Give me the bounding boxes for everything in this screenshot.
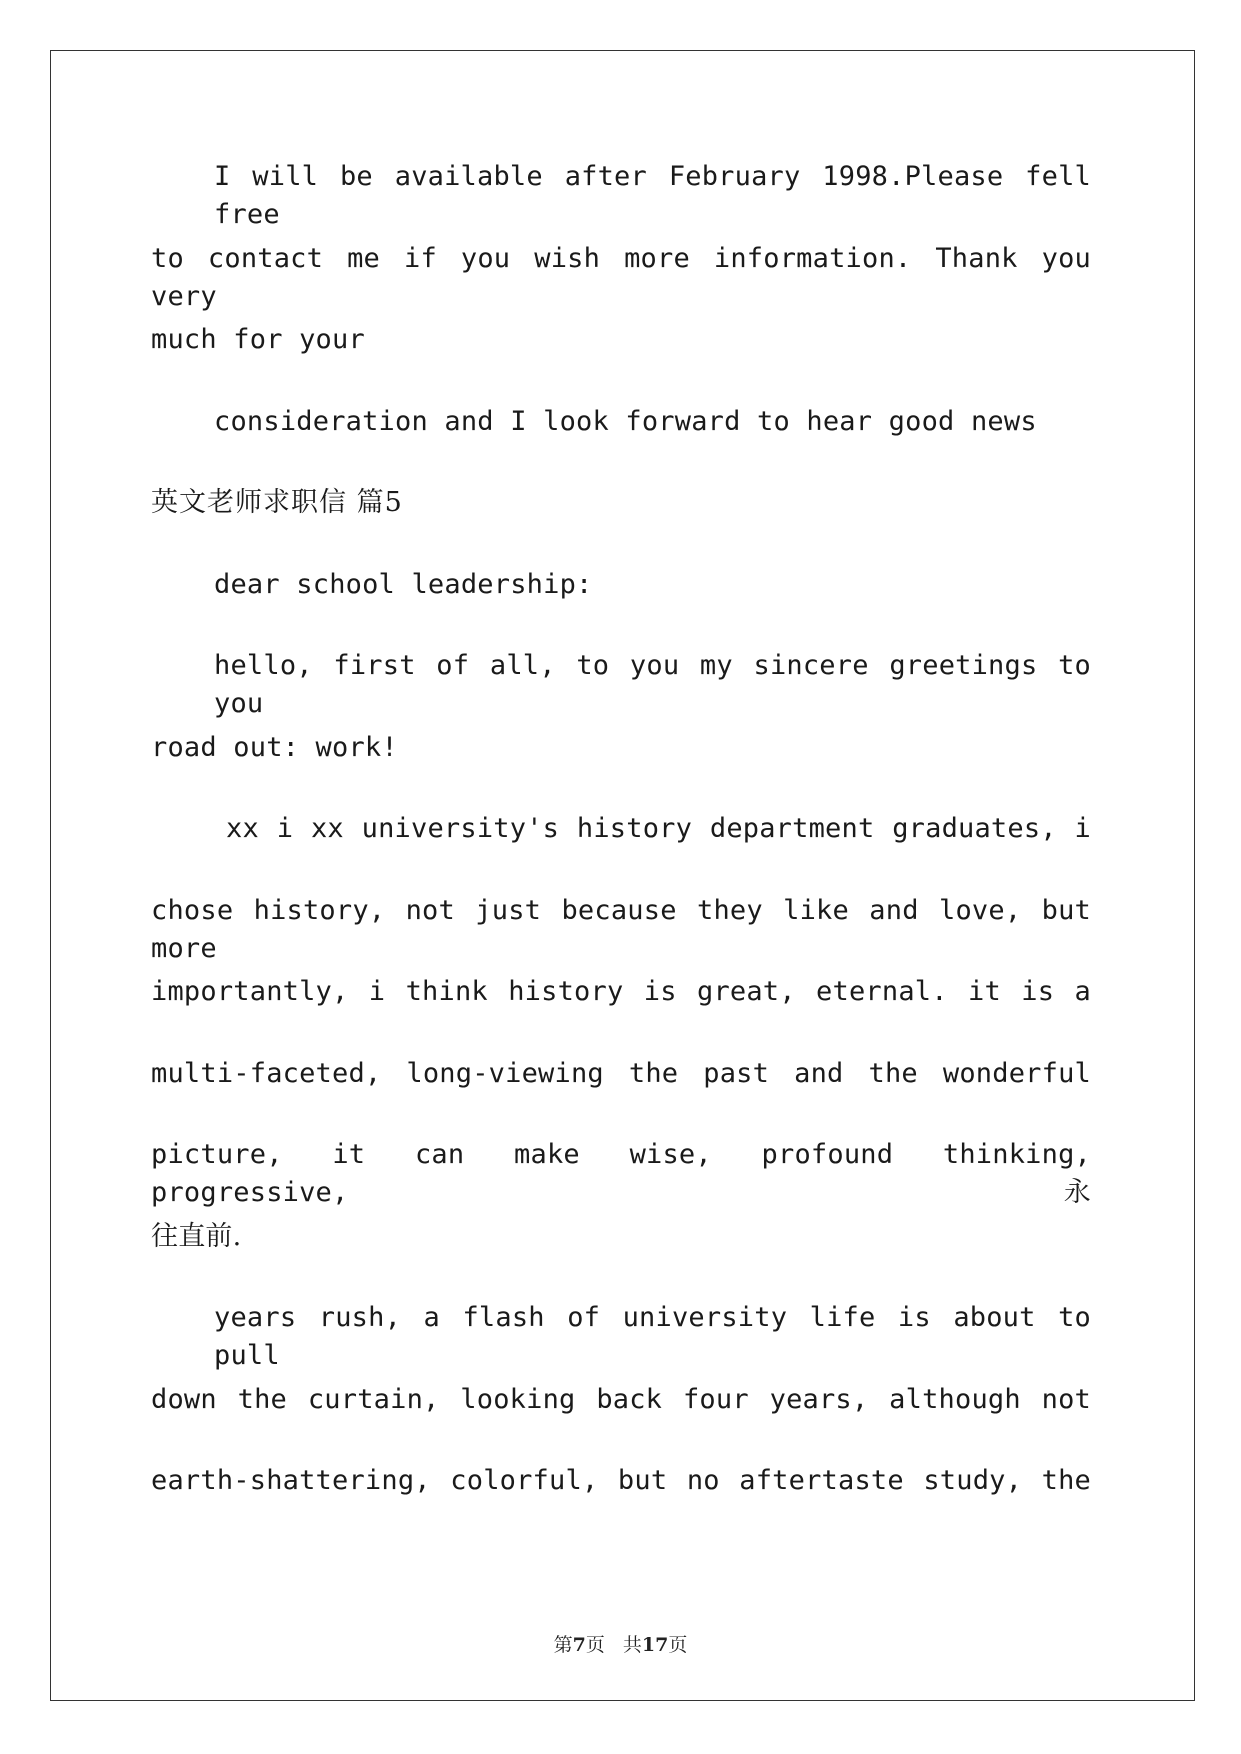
- text-line: years rush, a flash of university life is about to pull: [214, 1302, 1091, 1371]
- footer-total-pages: 17: [641, 1634, 669, 1656]
- footer-page-suffix: 页: [585, 1634, 605, 1656]
- section-heading: 英文老师求职信 篇5: [151, 487, 403, 518]
- footer-total-suffix: 页: [668, 1634, 688, 1656]
- footer-page-number: 7: [572, 1634, 586, 1656]
- text-line: down the curtain, looking back four years, although not: [151, 1383, 1091, 1415]
- text-line: chose history, not just because they like and love, but more: [151, 894, 1091, 964]
- footer-page-prefix: 第: [553, 1634, 573, 1656]
- text-line: 往直前.: [151, 1220, 242, 1252]
- document-body: [151, 158, 1091, 1544]
- text-line: importantly, i think history is great, eternal. it is a: [151, 976, 1091, 1007]
- text-line: multi-faceted, long-viewing the past and the wonderful: [151, 1057, 1091, 1089]
- footer-total-prefix: 共: [622, 1634, 642, 1656]
- text-line: earth-shattering, colorful, but no aftertaste study, the: [151, 1465, 1091, 1496]
- page-footer: [0, 1630, 1241, 1657]
- text-line: to contact me if you wish more information. Thank you very: [151, 242, 1091, 312]
- salutation: dear school leadership:: [214, 568, 593, 600]
- text-line: I will be available after February 1998.Please fell free: [214, 161, 1091, 230]
- text-line: hello, first of all, to you my sincere greetings to you: [214, 650, 1091, 719]
- text-line: much for your: [151, 324, 365, 355]
- text-line: consideration and I look forward to hear good news: [214, 405, 1037, 437]
- text-line: picture, it can make wise, profound thinking, progressive,永: [151, 1139, 1091, 1208]
- text-line: xx i xx university's history department graduates, i: [226, 813, 1091, 844]
- text-line: road out: work!: [151, 731, 398, 763]
